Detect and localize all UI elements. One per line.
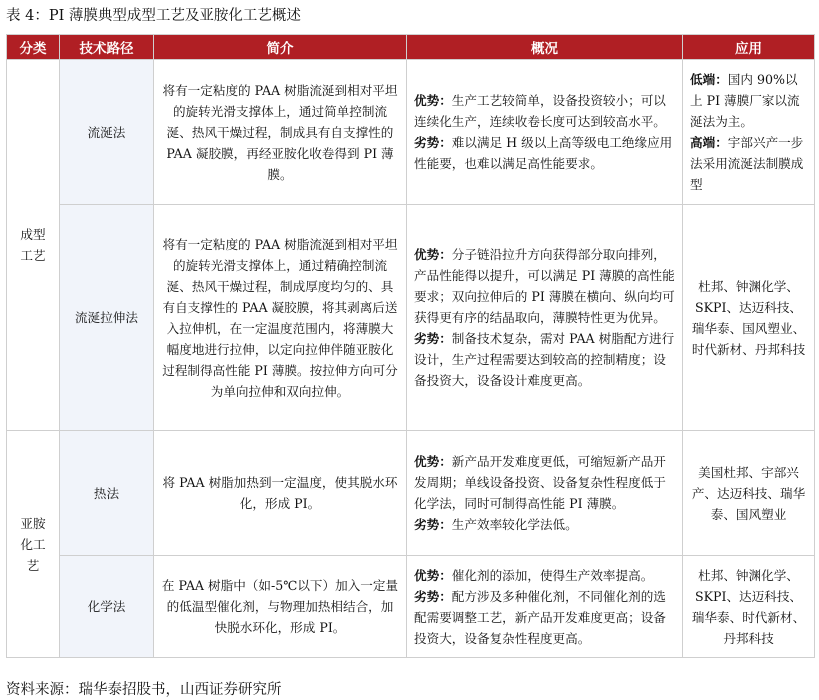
header-intro: 简介 xyxy=(154,35,407,60)
application-cell xyxy=(683,431,815,556)
route-cell: 热法 xyxy=(60,431,154,556)
table-row xyxy=(7,205,815,431)
route-cell: 流涎法 xyxy=(60,60,154,205)
route-cell: 化学法 xyxy=(60,556,154,658)
category-cell: 成型工艺 xyxy=(7,60,60,431)
header-route: 技术路径 xyxy=(60,35,154,60)
low-end-text: 国内 90%以上 PI 薄膜厂家以流涎法为主。 xyxy=(690,72,800,129)
advantage-label: 优势： xyxy=(414,93,452,108)
disadvantage-text: 配方涉及多种催化剂，不同催化剂的选配需要调整工艺，新产品开发难度更高；设备投资大，设备复杂性程度更高。 xyxy=(414,588,666,646)
table-row xyxy=(7,60,815,205)
intro-cell: 将有一定粘度的 PAA 树脂流涎到相对平坦的旋转光滑支撑体上，通过精确控制流涎、热风干燥过程，制成厚度均匀的、具有自支撑性的 PAA 凝胶膜，将其剥离后送入拉伸机，在一定温度范围内，将薄膜大幅度地进行拉伸，以定向拉伸伴随亚胺化过程制得高性能 PI 薄膜。按拉伸方向可分为单向拉伸和双向拉伸。 xyxy=(154,205,407,431)
disadvantage-text: 生产效率较化学法低。 xyxy=(451,517,578,532)
header-category: 分类 xyxy=(7,35,60,60)
advantage-label: 优势： xyxy=(414,567,452,583)
application-cell xyxy=(683,60,815,205)
overview-cell xyxy=(407,556,683,658)
intro-cell: 将有一定粘度的 PAA 树脂流涎到相对平坦的旋转光滑支撑体上，通过简单控制流涎、热风干燥过程，制成具有自支撑性的 PAA 凝胶膜，再经亚胺化收卷得到 PI 薄膜。 xyxy=(154,60,407,205)
intro-cell: 将 PAA 树脂加热到一定温度，使其脱水环化，形成 PI。 xyxy=(154,431,407,556)
intro-cell: 在 PAA 树脂中（如-5℃以下）加入一定量的低温型催化剂，与物理加热相结合，加快脱水环化，形成 PI。 xyxy=(154,556,407,658)
disadvantage-text: 制备技术复杂，需对 PAA 树脂配方进行设计，生产过程需要达到较高的控制精度；设备投资大，设备设计难度更高。 xyxy=(414,331,675,388)
high-end-label: 高端： xyxy=(690,135,728,150)
application-text: 美国杜邦、宇部兴产、达迈科技、瑞华泰、国风塑业 xyxy=(691,464,806,522)
process-table xyxy=(6,34,815,658)
category-cell: 亚胺化工艺 xyxy=(7,431,60,658)
header-row xyxy=(7,35,815,60)
table-title: 表 4：PI 薄膜典型成型工艺及亚胺化工艺概述 xyxy=(6,8,301,24)
header-application: 应用 xyxy=(683,35,815,60)
advantage-text: 分子链沿拉升方向获得部分取向排列，产品性能得以提升，可以满足 PI 薄膜的高性能要求；双向拉伸后的 PI 薄膜在横向、纵向均可获得更有序的结晶取向，薄膜特性更为优异。 xyxy=(414,247,675,325)
advantage-text: 催化剂的添加，使得生产效率提高。 xyxy=(451,567,654,583)
application-cell xyxy=(683,556,815,658)
disadvantage-label: 劣势： xyxy=(414,331,452,346)
advantage-text: 新产品开发难度更低，可缩短新产品开发周期；单线设备投资、设备复杂性程度低于化学法，同时可制得高性能 PI 薄膜。 xyxy=(414,454,666,511)
application-cell xyxy=(683,205,815,431)
disadvantage-text: 难以满足 H 级以上高等级电工绝缘应用性能要，也难以满足高性能要求。 xyxy=(414,135,673,171)
application-text: 杜邦、钟渊化学、SKPI、达迈科技、瑞华泰、国风塑业、时代新材、丹邦科技 xyxy=(691,278,806,357)
disadvantage-label: 劣势： xyxy=(414,588,452,604)
overview-cell xyxy=(407,205,683,431)
high-end-text: 宇部兴产一步法采用流涎法制膜成型 xyxy=(690,135,804,192)
header-overview: 概况 xyxy=(407,35,683,60)
advantage-label: 优势： xyxy=(414,247,452,262)
route-cell: 流涎拉伸法 xyxy=(60,205,154,431)
disadvantage-label: 劣势： xyxy=(414,135,452,150)
table-row xyxy=(7,556,815,658)
application-text: 杜邦、钟渊化学、SKPI、达迈科技、瑞华泰、时代新材、丹邦科技 xyxy=(691,567,806,646)
advantage-text: 生产工艺较简单，设备投资较小；可以连续化生产，连续收卷长度可达到较高水平。 xyxy=(414,93,666,129)
low-end-label: 低端： xyxy=(690,72,728,87)
advantage-label: 优势： xyxy=(414,454,452,469)
overview-cell xyxy=(407,60,683,205)
source-note: 资料来源：瑞华泰招股书，山西证券研究所 xyxy=(6,682,282,698)
table-row xyxy=(7,431,815,556)
disadvantage-label: 劣势： xyxy=(414,517,452,532)
overview-cell xyxy=(407,431,683,556)
